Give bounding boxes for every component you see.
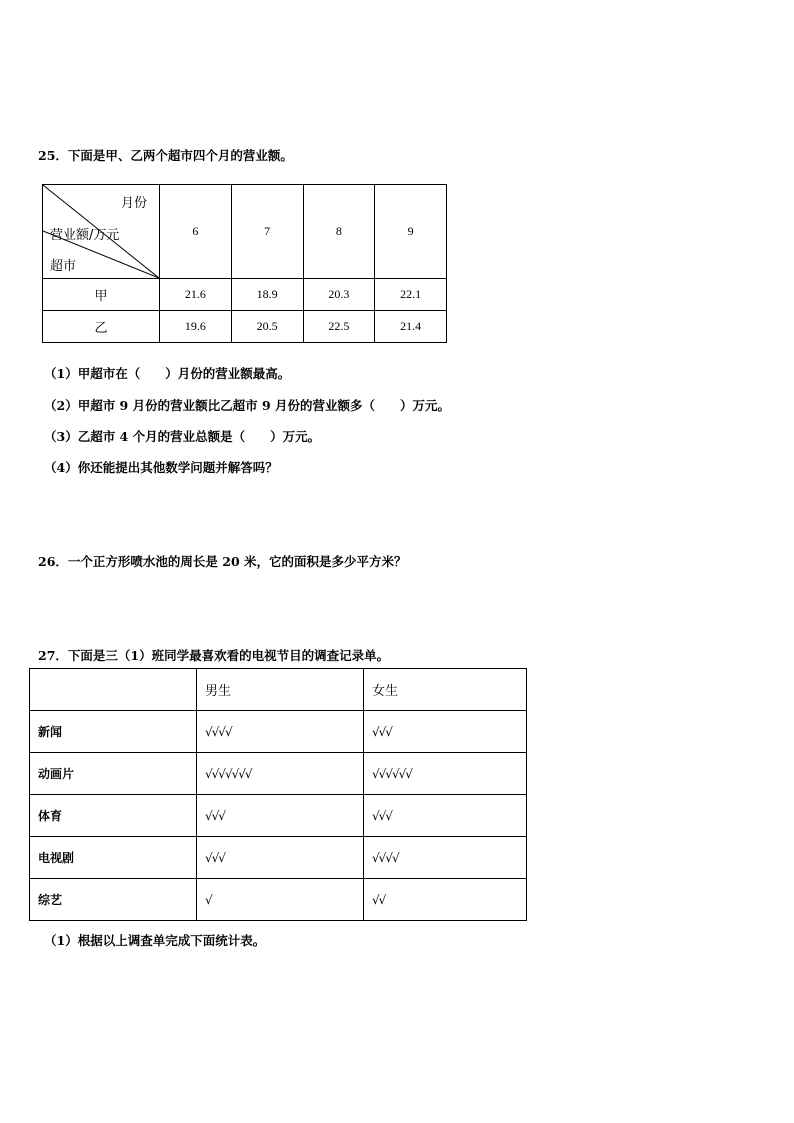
table-row	[30, 879, 527, 921]
month-header-cell: 9	[375, 185, 447, 279]
category-cell: 体育	[30, 795, 197, 837]
boys-tally-cell: √√√	[197, 795, 364, 837]
girls-tally-cell: √√√	[364, 795, 527, 837]
boys-tally-cell: √√√	[197, 837, 364, 879]
table-row	[43, 279, 447, 311]
store-label-cell: 甲	[43, 279, 160, 311]
value-cell: 21.4	[375, 311, 447, 343]
q26-title: 26．一个正方形喷水池的周长是 20 米，它的面积是多少平方米？	[38, 554, 407, 569]
girls-tally-cell: √√√	[364, 711, 527, 753]
table-row	[43, 311, 447, 343]
store-label-cell: 乙	[43, 311, 160, 343]
girls-tally-cell: √√	[364, 879, 527, 921]
table-row	[30, 711, 527, 753]
value-cell: 20.5	[231, 311, 303, 343]
q27-title: 27．下面是三（1）班同学最喜欢看的电视节目的调查记录单。	[38, 648, 390, 663]
month-header-cell: 6	[160, 185, 232, 279]
q25-sub-3: （3）乙超市 4 个月的营业总额是（ ）万元。	[44, 429, 321, 444]
q25-sub-4: （4）你还能提出其他数学问题并解答吗？	[44, 460, 278, 475]
girls-tally-cell: √√√√	[364, 837, 527, 879]
value-cell: 18.9	[231, 279, 303, 311]
q25-sub-1: （1）甲超市在（ ）月份的营业额最高。	[44, 366, 291, 381]
store-revenue-table	[42, 184, 447, 343]
q25-title: 25．下面是甲、乙两个超市四个月的营业额。	[38, 148, 293, 163]
table-row	[30, 669, 527, 711]
header-store-label: 超市	[50, 259, 77, 274]
header-month-label: 月份	[121, 196, 148, 211]
tv-survey-table	[29, 668, 527, 921]
q25-sub-2: （2）甲超市 9 月份的营业额比乙超市 9 月份的营业额多（ ）万元。	[44, 398, 451, 413]
header-cell-empty	[30, 669, 197, 711]
boys-tally-cell: √√√√	[197, 711, 364, 753]
table-row	[30, 753, 527, 795]
category-cell: 综艺	[30, 879, 197, 921]
header-amount-label: 营业额/万元	[50, 228, 120, 243]
category-cell: 动画片	[30, 753, 197, 795]
value-cell: 20.3	[303, 279, 375, 311]
boys-tally-cell: √	[197, 879, 364, 921]
table-row	[30, 795, 527, 837]
table-row	[30, 837, 527, 879]
q27-sub-1: （1）根据以上调查单完成下面统计表。	[44, 933, 266, 948]
value-cell: 22.1	[375, 279, 447, 311]
value-cell: 21.6	[160, 279, 232, 311]
month-header-cell: 7	[231, 185, 303, 279]
girls-tally-cell: √√√√√√	[364, 753, 527, 795]
month-header-cell: 8	[303, 185, 375, 279]
value-cell: 22.5	[303, 311, 375, 343]
header-cell-girls: 女生	[364, 669, 527, 711]
diagonal-header-cell	[43, 185, 160, 279]
category-cell: 电视剧	[30, 837, 197, 879]
value-cell: 19.6	[160, 311, 232, 343]
category-cell: 新闻	[30, 711, 197, 753]
boys-tally-cell: √√√√√√√	[197, 753, 364, 795]
header-cell-boys: 男生	[197, 669, 364, 711]
